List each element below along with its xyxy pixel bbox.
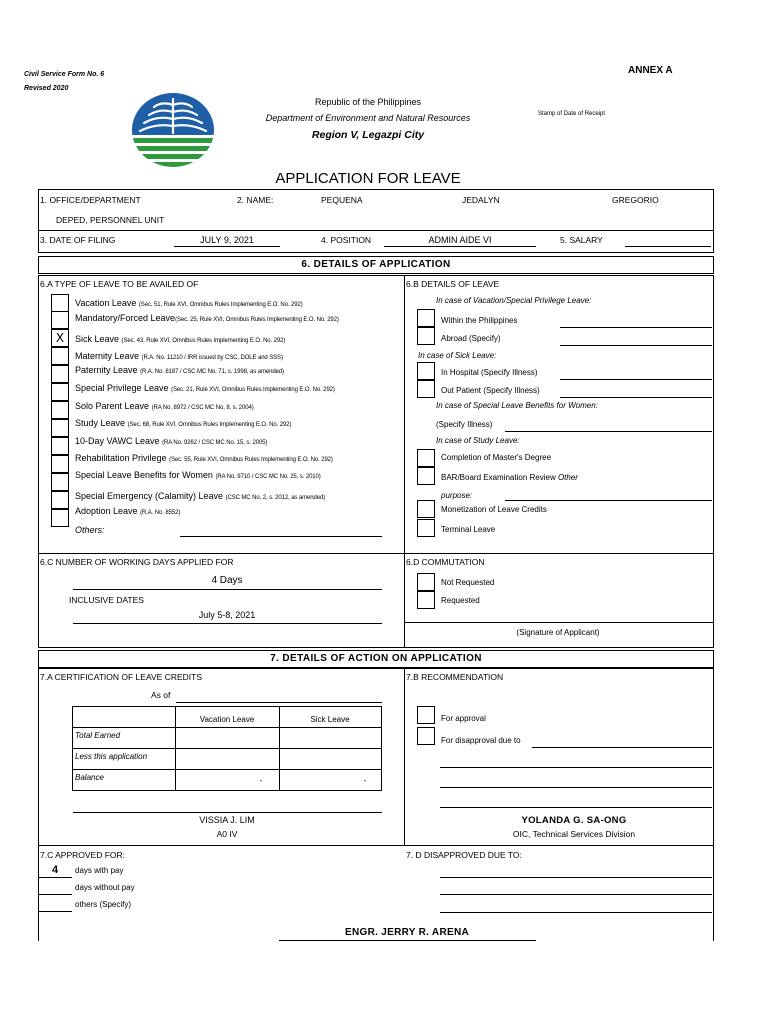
as-of-label: As of xyxy=(151,690,171,700)
for-approval-label: For approval xyxy=(441,714,486,723)
approver-name: ENGR. JERRY R. ARENA xyxy=(345,927,469,938)
leave-type-name: Vacation Leave xyxy=(75,298,137,308)
as-of-line[interactable] xyxy=(176,702,382,703)
checkbox-mark xyxy=(52,492,68,508)
in-hospital-line[interactable] xyxy=(560,379,712,380)
in-hospital-label: In Hospital (Specify Illness) xyxy=(441,368,538,377)
signature-of-applicant-label: (Signature of Applicant) xyxy=(516,628,600,637)
divider xyxy=(38,553,714,554)
leave-type-name: Maternity Leave xyxy=(75,351,140,361)
days-with-pay-value[interactable]: 4 xyxy=(52,864,59,876)
leave-type-calamity xyxy=(75,492,325,501)
cell-balance-vacation[interactable]: - xyxy=(259,776,263,785)
leave-type-name: Special Privilege Leave xyxy=(75,383,169,393)
date-of-filing-label: 3. DATE OF FILING xyxy=(40,235,116,245)
for-disapproval-label: For disapproval due to xyxy=(441,736,521,745)
section-6b-title: 6.B DETAILS OF LEAVE xyxy=(406,279,500,289)
divider xyxy=(404,668,405,846)
working-days-value[interactable]: 4 Days xyxy=(211,575,243,586)
section-6d-title: 6.D COMMUTATION xyxy=(406,557,485,567)
section-6-header: 6. DETAILS OF APPLICATION xyxy=(38,256,714,274)
bar-review-label xyxy=(441,474,578,482)
section-7c-title: 7.C APPROVED FOR: xyxy=(40,850,126,860)
section-6c-title: 6.C NUMBER OF WORKING DAYS APPLIED FOR xyxy=(40,557,234,567)
section-7d-title: 7. D DISAPPROVED DUE TO: xyxy=(406,850,522,860)
divider xyxy=(72,748,382,749)
disapproved-reason-line[interactable] xyxy=(440,894,712,895)
leave-type-detail: (Sec. 43, Rule XVI, Omnibus Rules Implementing E.O. No. 292) xyxy=(121,338,286,344)
days-without-pay-line[interactable] xyxy=(39,894,72,895)
checkbox-for-disapproval[interactable] xyxy=(417,727,435,745)
republic-line: Republic of the Philippines xyxy=(314,97,422,107)
purpose-label: purpose: xyxy=(441,491,473,500)
office-value[interactable]: DEPED, PERSONNEL UNIT xyxy=(56,215,165,225)
abroad-label: Abroad (Specify) xyxy=(441,334,501,343)
inclusive-dates-label: INCLUSIVE DATES xyxy=(69,595,144,605)
disapproved-reason-line[interactable] xyxy=(440,912,712,913)
checkbox-bar-review[interactable] xyxy=(417,467,435,485)
working-days-line xyxy=(73,589,382,590)
checkbox-requested[interactable] xyxy=(417,591,435,609)
leave-type-name: Study Leave xyxy=(75,418,126,428)
salary-label: 5. SALARY xyxy=(560,235,603,245)
leave-type-solo-parent xyxy=(75,402,254,411)
checkbox-women-leave[interactable] xyxy=(51,473,69,491)
certifier-position: A0 IV xyxy=(216,829,238,839)
checkbox-for-approval[interactable] xyxy=(417,706,435,724)
middle-name[interactable]: GREGORIO xyxy=(612,195,659,205)
purpose-line[interactable] xyxy=(505,500,712,501)
leave-type-sick xyxy=(75,335,285,344)
out-patient-line[interactable] xyxy=(560,397,712,398)
leave-type-rehabilitation xyxy=(75,454,333,463)
checkbox-mark xyxy=(52,366,68,382)
checkbox-mandatory-leave[interactable] xyxy=(51,311,69,329)
leave-type-vacation xyxy=(75,299,303,308)
leave-type-detail: (CSC MC No. 2, s. 2012, as amended) xyxy=(225,495,326,501)
bar-review-text: BAR/Board Examination Review xyxy=(441,473,556,482)
applicant-signature-line[interactable] xyxy=(404,622,713,623)
leave-type-detail: (Sec. 68, Rule XVI, Omnibus Rules Implementing E.O. No. 292) xyxy=(127,422,292,428)
form-border xyxy=(38,845,39,941)
checkbox-mark xyxy=(52,384,68,400)
checkbox-within-philippines[interactable] xyxy=(417,309,435,327)
checkbox-rehabilitation-leave[interactable] xyxy=(51,455,69,473)
leave-type-paternity xyxy=(75,366,284,375)
divider xyxy=(404,275,405,648)
terminal-leave-label: Terminal Leave xyxy=(441,525,496,534)
row-label-less-application: Less this application xyxy=(75,752,148,761)
masters-degree-label: Completion of Master's Degree xyxy=(441,453,552,462)
checkbox-masters-degree[interactable] xyxy=(417,449,435,467)
checkbox-in-hospital[interactable] xyxy=(417,362,435,380)
checkbox-monetization[interactable] xyxy=(417,500,435,518)
row-label-balance: Balance xyxy=(75,773,104,782)
cell-balance-sick[interactable]: - xyxy=(363,776,367,785)
form-title: APPLICATION FOR LEAVE xyxy=(275,170,461,187)
checkbox-adoption-leave[interactable] xyxy=(51,509,69,527)
monetization-label: Monetization of Leave Credits xyxy=(441,505,547,514)
specify-illness-label: (Specify Illness) xyxy=(436,420,493,429)
position-value[interactable]: ADMIN AIDE VI xyxy=(428,235,492,245)
disapproval-reason-line[interactable] xyxy=(440,807,712,808)
other-text: Other xyxy=(557,473,578,482)
salary-line xyxy=(625,246,711,247)
checkbox-mark xyxy=(52,438,68,454)
checkbox-mark xyxy=(52,295,68,311)
annex-label: ANNEX A xyxy=(628,65,673,76)
others-specify-line[interactable] xyxy=(39,911,72,912)
approver-signature-line xyxy=(279,940,536,941)
recommender-name: YOLANDA G. SA-ONG xyxy=(521,815,627,826)
checkbox-calamity-leave[interactable] xyxy=(51,491,69,509)
sick-heading: In case of Sick Leave: xyxy=(418,351,497,360)
checkbox-paternity-leave[interactable] xyxy=(51,365,69,383)
form-number: Civil Service Form No. 6 xyxy=(24,71,105,78)
checkbox-special-privilege-leave[interactable] xyxy=(51,383,69,401)
table-header-sick: Sick Leave xyxy=(310,715,350,724)
leave-type-name: Special Leave Benefits for Women xyxy=(75,470,213,480)
section-7a-title: 7.A CERTIFICATION OF LEAVE CREDITS xyxy=(40,672,203,682)
checkbox-vacation-leave[interactable] xyxy=(51,294,69,312)
within-philippines-label: Within the Philippines xyxy=(441,316,518,325)
checkbox-not-requested[interactable] xyxy=(417,573,435,591)
others-input-line[interactable] xyxy=(180,536,382,537)
leave-type-adoption xyxy=(75,507,180,516)
leave-type-mandatory xyxy=(75,314,339,323)
checkbox-mark xyxy=(52,312,68,328)
checkbox-mark: X xyxy=(55,331,65,345)
leave-type-detail: (RA No. 9262 / CSC MC No. 15, s. 2005) xyxy=(162,440,268,446)
checkbox-mark xyxy=(52,402,68,418)
checkbox-mark xyxy=(52,474,68,490)
study-heading: In case of Study Leave: xyxy=(436,436,520,445)
days-with-pay-line xyxy=(39,877,72,878)
date-of-filing-value[interactable]: JULY 9, 2021 xyxy=(200,235,254,245)
leave-type-name: Mandatory/Forced Leave xyxy=(75,313,176,323)
checkbox-mark xyxy=(52,510,68,526)
checkbox-sick-leave[interactable] xyxy=(51,329,69,347)
abroad-line[interactable] xyxy=(560,345,712,346)
disapproved-reason-line[interactable] xyxy=(440,877,712,878)
leave-type-name: Special Emergency (Calamity) Leave xyxy=(75,491,224,501)
section-7-header: 7. DETAILS OF ACTION ON APPLICATION xyxy=(38,650,714,668)
checkbox-solo-parent-leave[interactable] xyxy=(51,401,69,419)
leave-type-vawc xyxy=(75,437,267,446)
department-line: Department of Environment and Natural Resources xyxy=(265,113,471,123)
recommender-position: OIC, Technical Services Division xyxy=(512,829,636,839)
leave-type-name: Rehabilitation Privilege xyxy=(75,453,167,463)
region-line: Region V, Legazpi City xyxy=(311,129,425,141)
out-patient-label: Out Patient (Specify Illness) xyxy=(441,386,540,395)
leave-type-name: 10-Day VAWC Leave xyxy=(75,436,160,446)
specify-illness-line[interactable] xyxy=(505,431,712,432)
disapproval-reason-line[interactable] xyxy=(532,747,712,748)
checkbox-study-leave[interactable] xyxy=(51,419,69,437)
denr-logo-icon xyxy=(132,93,214,167)
divider xyxy=(72,769,382,770)
checkbox-vawc-leave[interactable] xyxy=(51,437,69,455)
revised-date: Revised 2020 xyxy=(24,85,69,92)
checkbox-out-patient[interactable] xyxy=(417,380,435,398)
leave-type-detail: (RA No. 9710 / CSC MC No. 25, s. 2010) xyxy=(215,474,321,480)
checkbox-mark xyxy=(52,348,68,364)
requested-label: Requested xyxy=(441,596,480,605)
section-6a-title: 6.A TYPE OF LEAVE TO BE AVAILED OF xyxy=(40,279,199,289)
first-name[interactable]: JEDALYN xyxy=(462,195,500,205)
checkbox-mark xyxy=(52,456,68,472)
leave-type-detail: (R.A. No. 8187 / CSC MC No. 71, s. 1998, as amended) xyxy=(140,369,284,375)
office-label: 1. OFFICE/DEPARTMENT xyxy=(40,195,141,205)
row-label-total-earned: Total Earned xyxy=(75,731,121,740)
others-specify-label: others (Specify) xyxy=(75,900,132,909)
within-philippines-line[interactable] xyxy=(560,327,712,328)
leave-type-name: Sick Leave xyxy=(75,334,120,344)
checkbox-abroad[interactable] xyxy=(417,327,435,345)
checkbox-terminal-leave[interactable] xyxy=(417,519,435,537)
stamp-label: Stamp of Date of Receipt xyxy=(538,111,606,117)
days-with-pay-label: days with pay xyxy=(75,866,124,875)
days-without-pay-label: days without pay xyxy=(75,883,135,892)
certifier-signature-line xyxy=(73,812,382,813)
disapproval-reason-line[interactable] xyxy=(440,787,712,788)
name-label: 2. NAME: xyxy=(237,195,274,205)
leave-type-study xyxy=(75,419,291,428)
divider xyxy=(38,230,714,231)
table-header-vacation: Vacation Leave xyxy=(199,715,255,724)
disapproval-reason-line[interactable] xyxy=(440,767,712,768)
form-border xyxy=(713,845,714,941)
checkbox-maternity-leave[interactable] xyxy=(51,347,69,365)
leave-type-detail: (Sec. 55, Rule XVI, Omnibus Rules Implementing E.O. No. 292) xyxy=(169,457,333,463)
leave-type-detail: (RA No. 8972 / CSC MC No. 8, s. 2004) xyxy=(151,405,254,411)
others-label: Others: xyxy=(75,525,105,535)
leave-type-detail: (Sec. 51, Rule XVI, Omnibus Rules Implementing E.O. No. 292) xyxy=(138,302,303,308)
vacation-heading: In case of Vacation/Special Privilege Leave: xyxy=(436,296,592,305)
last-name[interactable]: PEQUENA xyxy=(321,195,363,205)
leave-type-maternity xyxy=(75,352,283,361)
leave-type-name: Paternity Leave xyxy=(75,365,138,375)
position-line xyxy=(384,246,536,247)
date-of-filing-line xyxy=(174,246,280,247)
denr-logo xyxy=(132,93,214,167)
women-heading: In case of Special Leave Benefits for Women: xyxy=(436,401,598,410)
leave-type-detail: (R.A. No. 11210 / IRR issued by CSC, DOLE and SSS) xyxy=(141,355,283,361)
leave-type-detail: (R.A. No. 8552) xyxy=(140,510,181,516)
checkbox-mark xyxy=(52,420,68,436)
leave-type-women xyxy=(75,471,321,480)
section-7b-title: 7.B RECOMMENDATION xyxy=(406,672,504,682)
not-requested-label: Not Requested xyxy=(441,578,495,587)
leave-type-detail: (Sec. 21, Rule XVI, Omnibus Rules Implementing E.O. No. 292) xyxy=(171,387,335,393)
divider xyxy=(72,727,382,728)
position-label: 4. POSITION xyxy=(321,235,372,245)
leave-type-special-privilege xyxy=(75,384,335,393)
leave-type-name: Solo Parent Leave xyxy=(75,401,150,411)
inclusive-dates-value[interactable]: July 5-8, 2021 xyxy=(198,610,256,620)
leave-type-detail: (Sec. 25, Rule XVI, Omnibus Rules Implementing E.O. No. 292) xyxy=(175,317,339,323)
certifier-name: VISSIA J. LIM xyxy=(199,815,255,825)
inclusive-dates-line xyxy=(73,623,382,624)
leave-type-name: Adoption Leave xyxy=(75,506,138,516)
